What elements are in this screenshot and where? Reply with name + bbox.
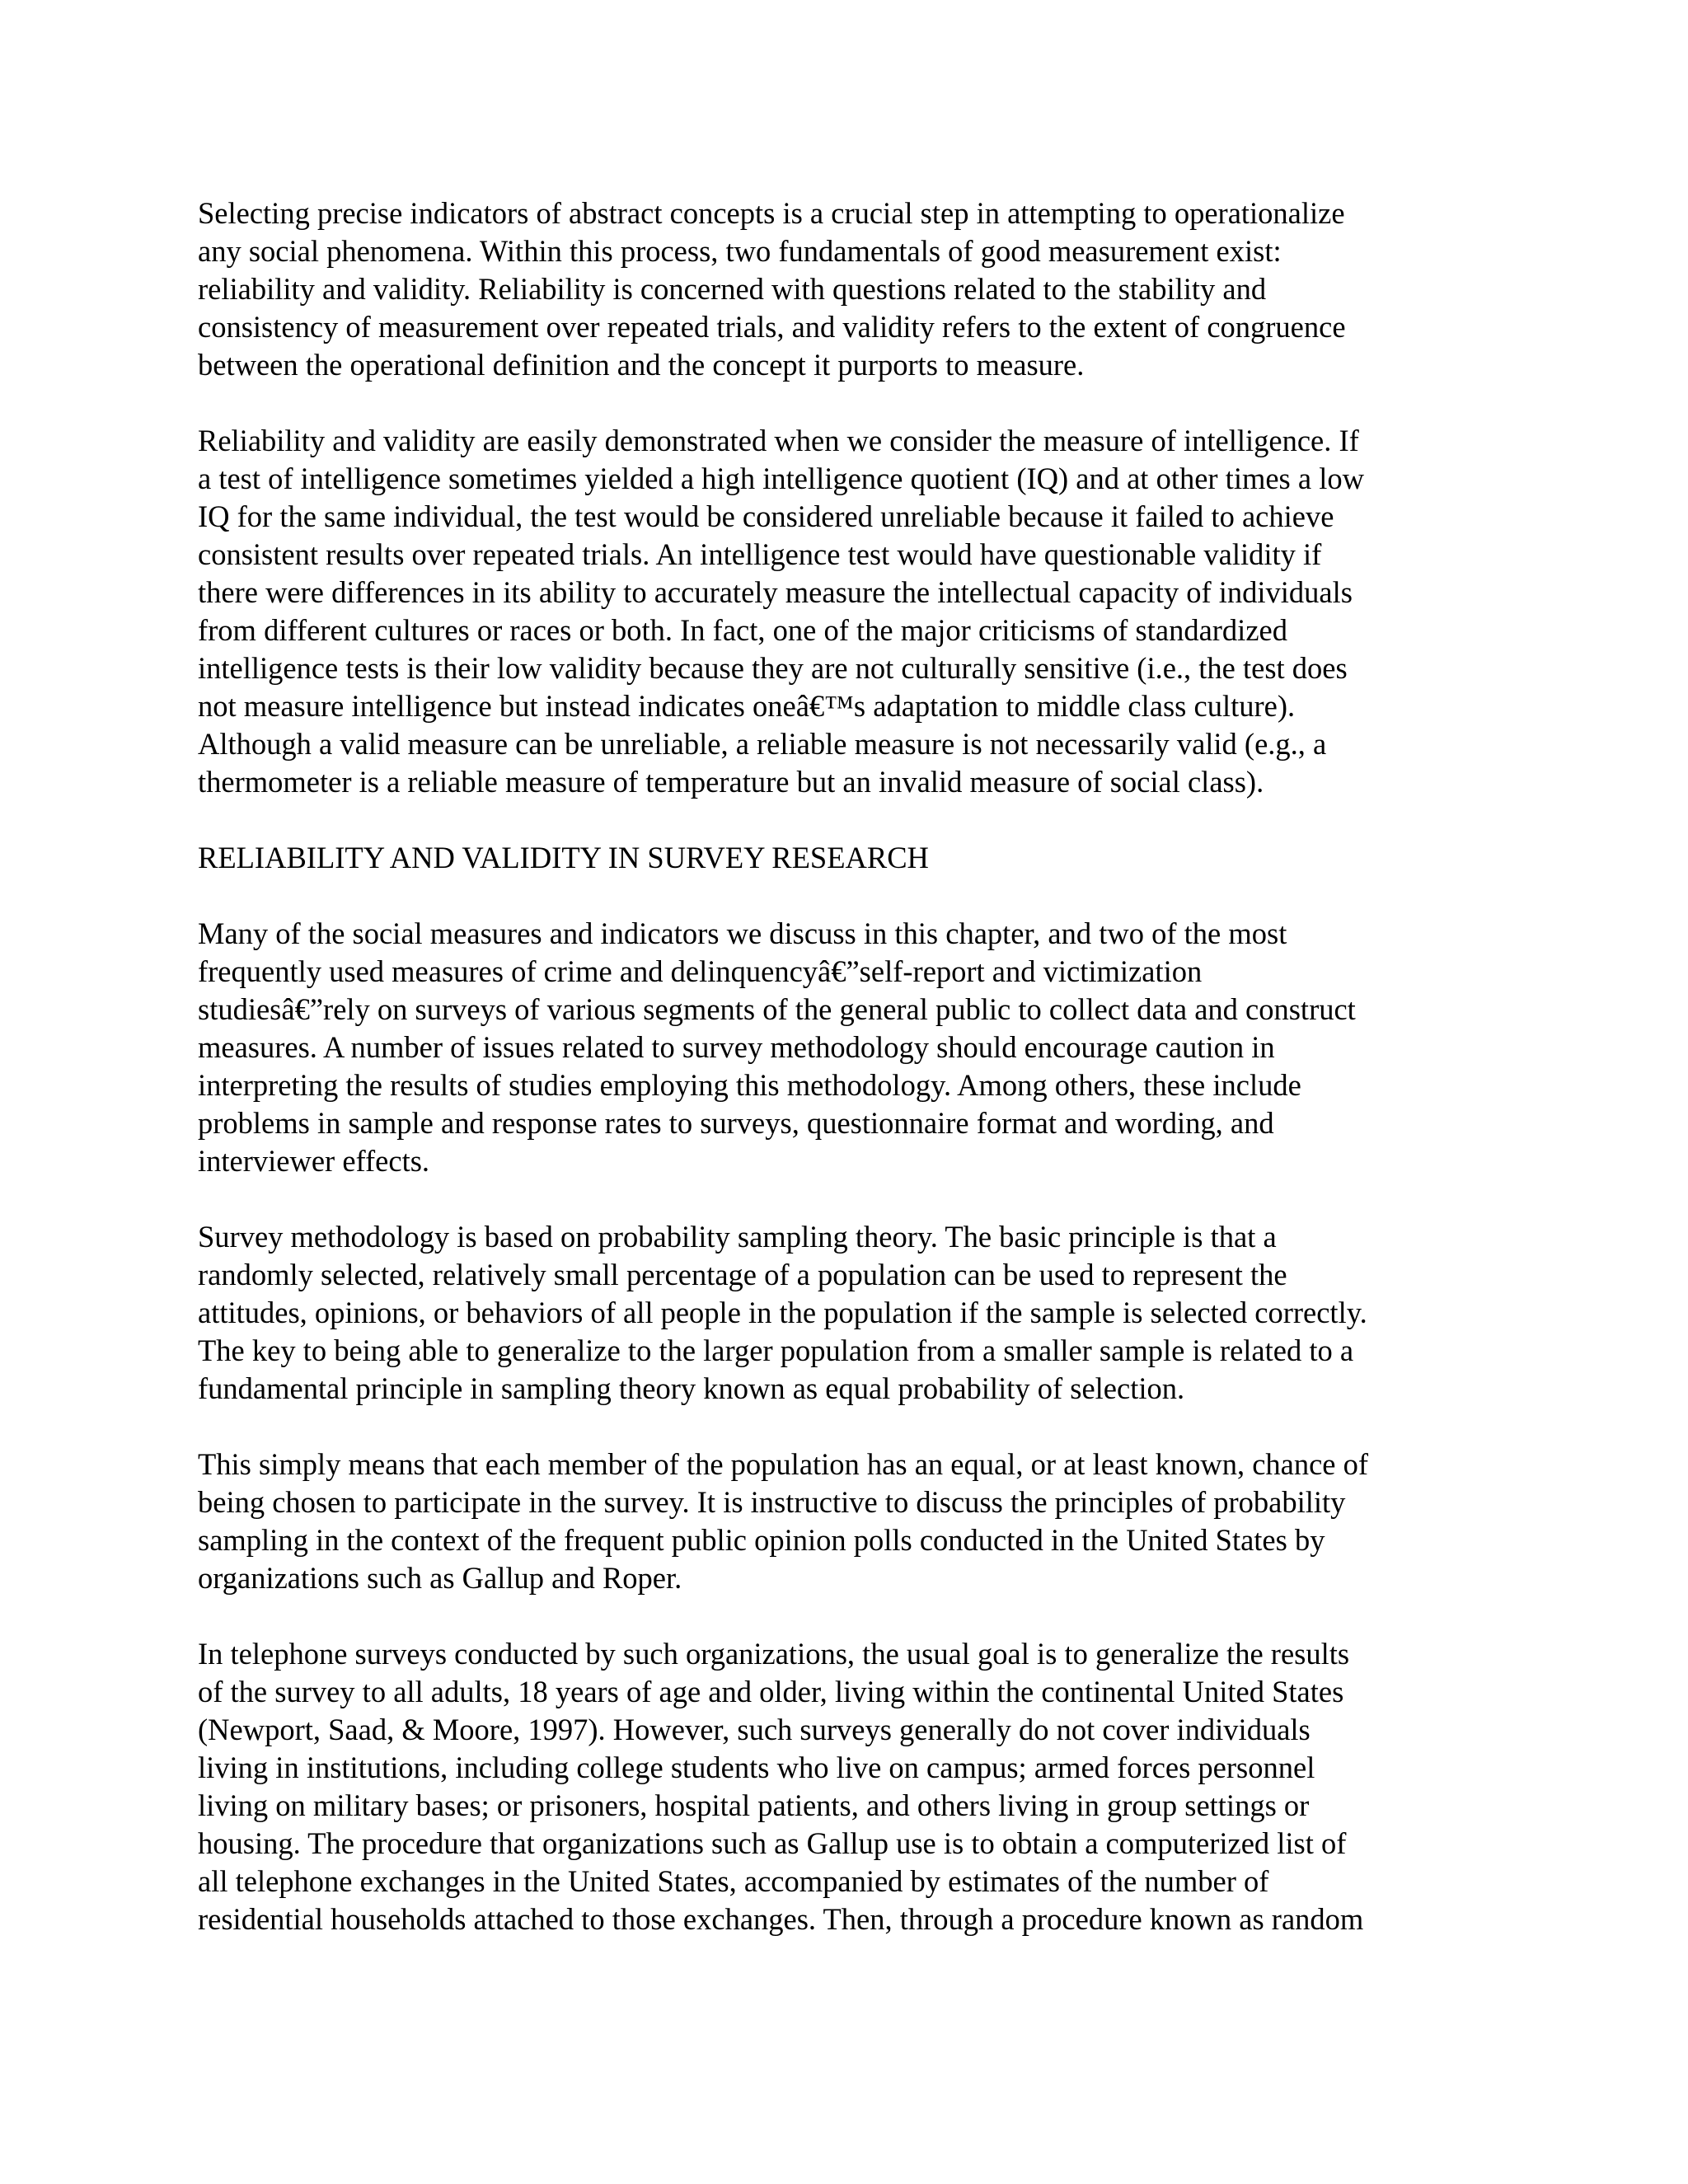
text-line: organizations such as Gallup and Roper.	[198, 1561, 682, 1595]
section-heading: RELIABILITY AND VALIDITY IN SURVEY RESEARCH	[198, 841, 929, 874]
text-line: Reliability and validity are easily demonstrated when we consider the measure of intelligence. If	[198, 424, 1359, 457]
text-line: sampling in the context of the frequent public opinion polls conducted in the United States by	[198, 1523, 1325, 1557]
paragraph-survey-issues	[198, 915, 1500, 1180]
text-line: Selecting precise indicators of abstract concepts is a crucial step in attempting to operationalize	[198, 196, 1345, 230]
text-line: a test of intelligence sometimes yielded a high intelligence quotient (IQ) and at other times a low	[198, 462, 1364, 495]
text-line: measures. A number of issues related to survey methodology should encourage caution in	[198, 1030, 1275, 1064]
text-line: In telephone surveys conducted by such organizations, the usual goal is to generalize the results	[198, 1637, 1350, 1671]
paragraph-telephone-surveys	[198, 1635, 1500, 1938]
text-line: of the survey to all adults, 18 years of age and older, living within the continental United States	[198, 1675, 1344, 1708]
text-line: all telephone exchanges in the United States, accompanied by estimates of the number of	[198, 1864, 1269, 1898]
text-line: housing. The procedure that organizations such as Gallup use is to obtain a computerized list of	[198, 1826, 1347, 1860]
text-line: consistent results over repeated trials. An intelligence test would have questionable validity if	[198, 537, 1322, 571]
text-line: fundamental principle in sampling theory known as equal probability of selection.	[198, 1371, 1185, 1405]
paragraph-spacer	[198, 801, 1500, 839]
paragraph-spacer	[198, 1180, 1500, 1218]
text-line: (Newport, Saad, & Moore, 1997). However, such surveys generally do not cover individuals	[198, 1713, 1311, 1746]
paragraph-equal-probability	[198, 1446, 1500, 1597]
text-line: interviewer effects.	[198, 1144, 430, 1178]
text-line: between the operational definition and the concept it purports to measure.	[198, 348, 1085, 382]
paragraph-spacer	[198, 877, 1500, 915]
text-line: studiesâ€”rely on surveys of various segments of the general public to collect data and construct	[198, 992, 1356, 1026]
text-line: randomly selected, relatively small percentage of a population can be used to represent the	[198, 1258, 1287, 1291]
text-line: there were differences in its ability to accurately measure the intellectual capacity of individuals	[198, 575, 1353, 609]
text-line: reliability and validity. Reliability is concerned with questions related to the stability and	[198, 272, 1267, 306]
text-line: living on military bases; or prisoners, hospital patients, and others living in group settings or	[198, 1788, 1310, 1822]
paragraph-spacer	[198, 384, 1500, 422]
text-line: Many of the social measures and indicators we discuss in this chapter, and two of the most	[198, 916, 1287, 950]
paragraph-measurement-intro	[198, 194, 1500, 384]
text-line: from different cultures or races or both. In fact, one of the major criticisms of standardized	[198, 613, 1287, 647]
text-line: being chosen to participate in the survey. It is instructive to discuss the principles of probability	[198, 1485, 1346, 1519]
text-line: residential households attached to those exchanges. Then, through a procedure known as random	[198, 1902, 1364, 1936]
text-line: intelligence tests is their low validity because they are not culturally sensitive (i.e., the test does	[198, 651, 1348, 685]
paragraph-spacer	[198, 1408, 1500, 1446]
text-line: thermometer is a reliable measure of temperature but an invalid measure of social class).	[198, 765, 1264, 799]
document-body	[198, 194, 1500, 1938]
text-line: consistency of measurement over repeated trials, and validity refers to the extent of congruence	[198, 310, 1346, 344]
text-line: This simply means that each member of the population has an equal, or at least known, chance of	[198, 1447, 1369, 1481]
paragraph-intelligence-example	[198, 422, 1500, 801]
text-line: Survey methodology is based on probability sampling theory. The basic principle is that a	[198, 1220, 1277, 1254]
text-line: Although a valid measure can be unreliable, a reliable measure is not necessarily valid (e.g., a	[198, 727, 1327, 761]
text-line: IQ for the same individual, the test would be considered unreliable because it failed to achieve	[198, 499, 1334, 533]
paragraph-spacer	[198, 1597, 1500, 1635]
text-line: not measure intelligence but instead indicates oneâ€™s adaptation to middle class culture).	[198, 689, 1296, 723]
text-line: living in institutions, including college students who live on campus; armed forces personnel	[198, 1750, 1315, 1784]
text-line: The key to being able to generalize to the larger population from a smaller sample is related to a	[198, 1333, 1354, 1367]
paragraph-sampling-theory	[198, 1218, 1500, 1408]
text-line: interpreting the results of studies employing this methodology. Among others, these include	[198, 1068, 1301, 1102]
text-line: attitudes, opinions, or behaviors of all people in the population if the sample is selected correctly.	[198, 1296, 1367, 1329]
text-line: any social phenomena. Within this process, two fundamentals of good measurement exist:	[198, 234, 1282, 268]
text-line: problems in sample and response rates to surveys, questionnaire format and wording, and	[198, 1106, 1274, 1140]
text-line: frequently used measures of crime and delinquencyâ€”self-report and victimization	[198, 954, 1203, 988]
